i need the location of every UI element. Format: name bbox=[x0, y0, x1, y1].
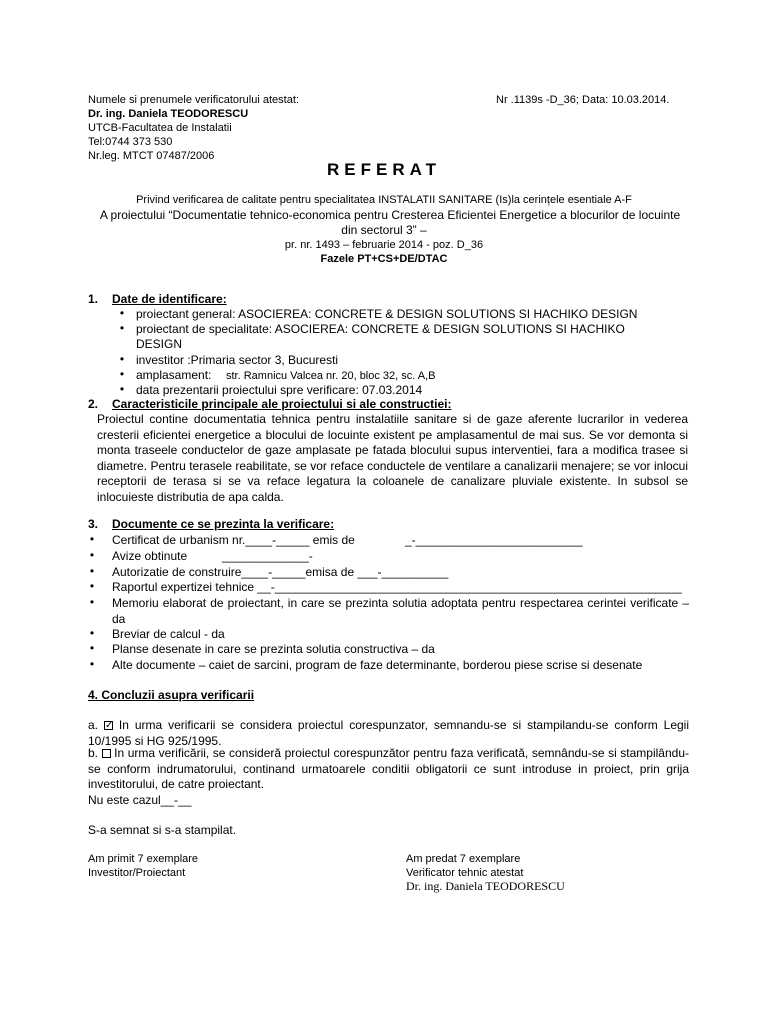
s3-item-expertise: Raportul expertizei tehnice __-_____________________________________________________________ bbox=[112, 580, 682, 594]
s3-item-building-permit: Autorizatie de construire____-_____emisa de ___-__________ bbox=[112, 565, 449, 579]
section2-heading: Caracteristicile principale ale proiectului si ale constructiei: bbox=[112, 397, 452, 411]
phone: Tel:0744 373 530 bbox=[88, 136, 173, 148]
section2-paragraph: Proiectul contine documentatia tehnica pentru instalatiile sanitare si de gaze aferente lucrarilor in vederea cresterii eficientei energetice a blocului de locuinte existent pe amplasamentul de mai sus. Se vor demonta si monta traseele conductelor de gaze amplasate pe fatada blocului supus interventiei, fara a modifica trasee si diametre. Pentru terasele reabilitate, se vor reface conductele de ventilare a canalizarii menajere; se vor inlocui receptorii de terasa si se va reface legatura la coloanele de canalizare pluviale existente. In subsol se inlocuieste distributia de apa calda. bbox=[97, 412, 688, 504]
s3-item-urbanism: Certificat de urbanism nr.____-_____ emis de bbox=[112, 533, 355, 547]
footer-delivered: Am predat 7 exemplare bbox=[406, 853, 521, 865]
bullet-icon: • bbox=[89, 626, 95, 640]
conclusion-b-prefix: b. bbox=[88, 746, 99, 760]
conclusion-a bbox=[88, 718, 689, 749]
institution: UTCB-Facultatea de Instalatii bbox=[88, 122, 232, 134]
conclusion-a-prefix: a. bbox=[88, 718, 99, 732]
s1-item-general-designer: proiectant general: ASOCIEREA: CONCRETE & DESIGN SOLUTIONS SI HACHIKO DESIGN bbox=[136, 307, 638, 321]
bullet-icon: • bbox=[89, 564, 95, 578]
s1-item-location-label: amplasament: bbox=[136, 368, 212, 382]
bullet-icon: • bbox=[119, 382, 125, 396]
bullet-icon: • bbox=[119, 321, 125, 335]
not-applicable: Nu este cazul__-__ bbox=[88, 793, 192, 807]
section1-number: 1. bbox=[88, 292, 99, 306]
checkbox-empty-icon bbox=[102, 749, 111, 758]
reg-number: Nr.leg. MTCT 07487/2006 bbox=[88, 150, 215, 162]
footer-investor: Investitor/Proiectant bbox=[88, 867, 186, 879]
s1-item-location-value: str. Ramnicu Valcea nr. 20, bloc 32, sc. A,B bbox=[226, 370, 436, 382]
s1-item-submission-date: data prezentarii proiectului spre verificare: 07.03.2014 bbox=[136, 383, 423, 397]
footer-verifier-name: Dr. ing. Daniela TEODORESCU bbox=[406, 879, 565, 893]
subtitle-line3: din sectorul 3” – bbox=[341, 223, 427, 237]
section3-heading: Documente ce se prezinta la verificare: bbox=[112, 517, 335, 531]
section4-heading: 4. Concluzii asupra verificarii bbox=[88, 688, 255, 702]
conclusion-b bbox=[88, 746, 689, 793]
doc-number: Nr .1139s -D_36; Data: 10.03.2014. bbox=[496, 94, 670, 106]
s3-item-calc: Breviar de calcul - da bbox=[112, 627, 225, 641]
bullet-icon: • bbox=[119, 367, 125, 381]
s1-item-investor: investitor :Primaria sector 3, Bucuresti bbox=[136, 353, 339, 367]
verifier-name: Dr. ing. Daniela TEODORESCU bbox=[88, 108, 249, 120]
signed-statement: S-a semnat si s-a stampilat. bbox=[88, 823, 237, 837]
conclusion-b-text: In urma verificării, se consideră proiectul corespunzător pentru faza verificată, semnându-se si stampilându-se conform indrumatorului, continand urmatoarele conditii obligatorii ce sunt introduse in proiect, prin grija investitorului, de catre proiectant. bbox=[88, 746, 689, 791]
verifier-label: Numele si prenumele verificatorului atestat: bbox=[88, 94, 299, 106]
subtitle-line5: Fazele PT+CS+DE/DTAC bbox=[320, 253, 448, 265]
bullet-icon: • bbox=[89, 641, 95, 655]
bullet-icon: • bbox=[89, 532, 95, 546]
bullet-icon: • bbox=[89, 657, 95, 671]
bullet-icon: • bbox=[89, 595, 95, 609]
bullet-icon: • bbox=[119, 352, 125, 366]
s3-item-urbanism-blank: _-_________________________ bbox=[405, 533, 583, 547]
section2-number: 2. bbox=[88, 397, 99, 411]
page-title: REFERAT bbox=[326, 160, 441, 179]
conclusion-a-text: In urma verificarii se considera proiectul corespunzator, semnandu-se si stampilandu-se conform Legii 10/1995 si HG 925/1995. bbox=[88, 718, 689, 748]
footer-verifier-role: Verificator tehnic atestat bbox=[406, 867, 524, 879]
subtitle-line1: Privind verificarea de calitate pentru specialitatea INSTALATII SANITARE (Is)la cerințele esentiale A-F bbox=[136, 194, 632, 206]
s3-item-memo: Memoriu elaborat de proiectant, in care se prezinta solutia adoptata pentru respectarea cerintei verificate – da bbox=[112, 596, 689, 626]
bullet-icon: • bbox=[89, 548, 95, 562]
footer-received: Am primit 7 exemplare bbox=[88, 853, 199, 865]
s1-item-specialty-designer: proiectant de specialitate: ASOCIEREA: CONCRETE & DESIGN SOLUTIONS SI HACHIKO bbox=[136, 322, 625, 336]
subtitle-line2: A proiectului “Documentatie tehnico-economica pentru Cresterea Eficientei Energetice a blocurilor de locuinte bbox=[99, 208, 681, 222]
s3-item-other: Alte documente – caiet de sarcini, program de faze determinante, borderou piese scrise si desenate bbox=[112, 658, 643, 672]
s1-item-specialty-designer-cont: DESIGN bbox=[136, 337, 183, 351]
bullet-icon: • bbox=[119, 306, 125, 320]
s3-item-permits-blank: _____________- bbox=[222, 549, 313, 563]
subtitle-line4: pr. nr. 1493 – februarie 2014 - poz. D_36 bbox=[284, 239, 484, 251]
section1-heading: Date de identificare: bbox=[112, 292, 227, 306]
section3-number: 3. bbox=[88, 517, 99, 531]
s3-item-permits: Avize obtinute bbox=[112, 549, 188, 563]
s3-item-drawings: Planse desenate in care se prezinta solutia constructiva – da bbox=[112, 642, 435, 656]
bullet-icon: • bbox=[89, 579, 95, 593]
checkbox-checked-icon bbox=[104, 721, 113, 730]
